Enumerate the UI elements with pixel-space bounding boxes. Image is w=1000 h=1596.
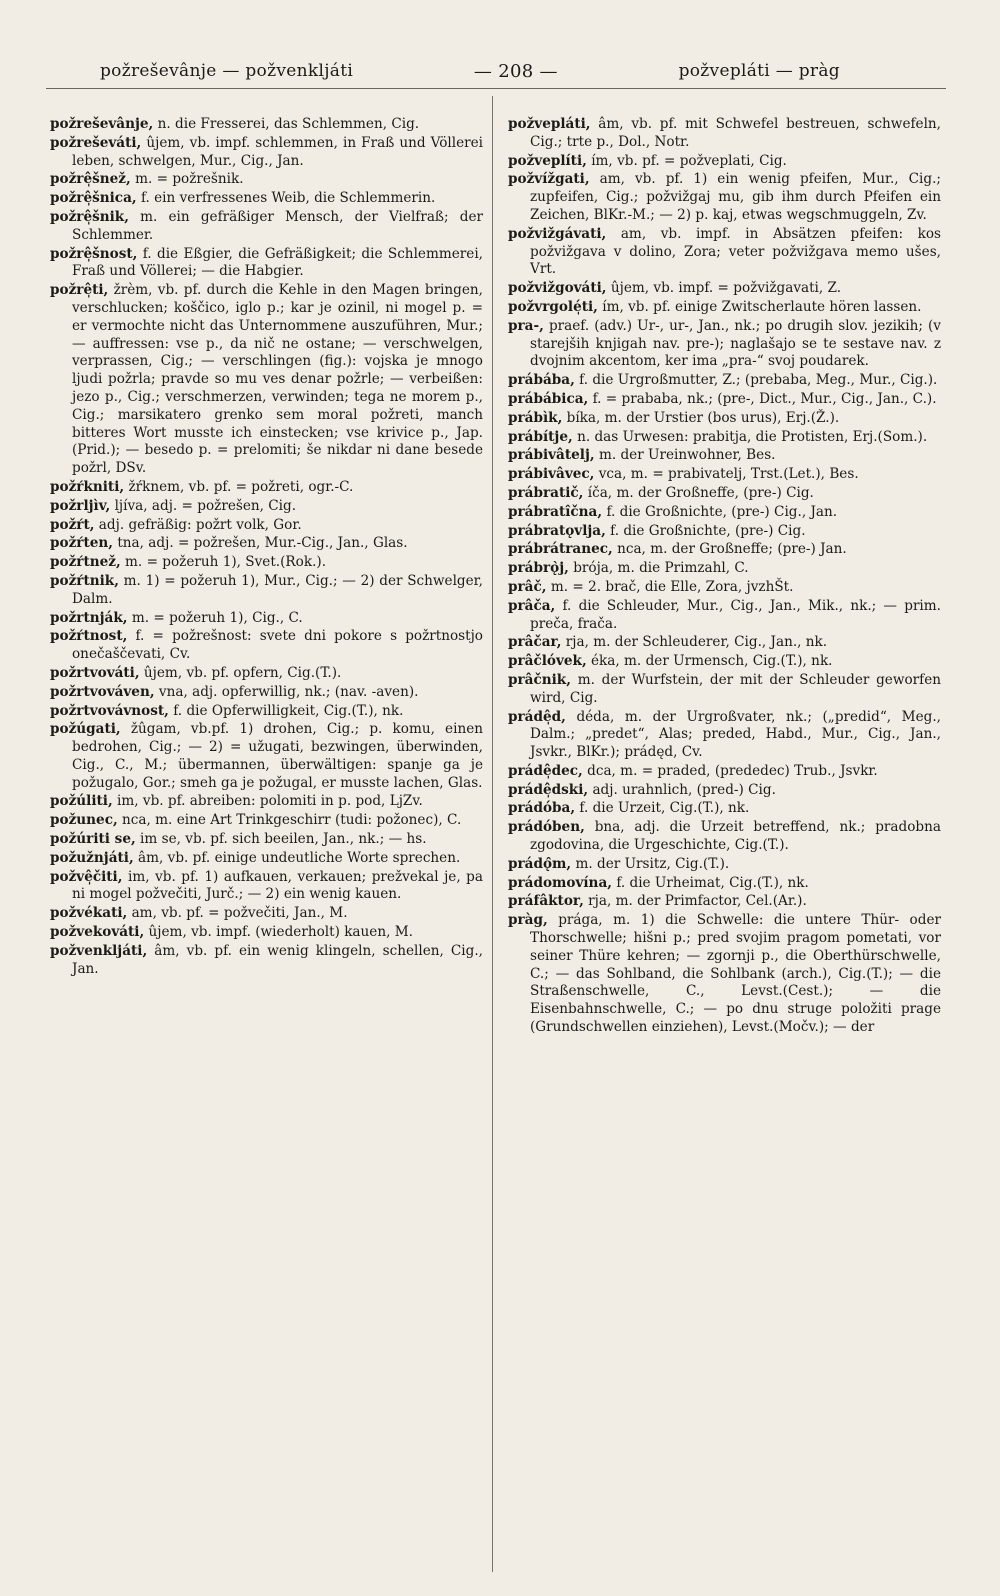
entry-definition: f. = požrešnost: svete dni pokore s požrtnostjo onečaščevati, Cv. xyxy=(72,628,483,663)
dictionary-entry xyxy=(50,793,483,811)
headword: požrešеvânje, xyxy=(50,116,154,132)
entry-definition: ûjem, vb. impf. schlemmen, in Fraß und Völlerei leben, schwelgen, Mur., Cig., Jan. xyxy=(72,134,484,169)
headword: prádê̩dec, xyxy=(508,762,583,779)
dictionary-entry xyxy=(50,665,483,683)
entry-definition: m. = požeruh 1), Svet.(Rok.). xyxy=(125,554,327,571)
headword: požrtvováti, xyxy=(50,664,140,681)
dictionary-entry xyxy=(508,504,941,522)
headword: prâčar, xyxy=(508,634,562,651)
headword: požŕtnež, xyxy=(50,554,121,571)
headword: požvekováti, xyxy=(50,924,145,941)
entry-definition: m. = 2. brač, die Elle, Zora, jvzhŠt. xyxy=(550,578,794,595)
headword: požúriti se, xyxy=(50,831,136,848)
headword: prábába, xyxy=(508,372,575,389)
headword: prábivâtelj, xyxy=(508,447,595,464)
dictionary-entry xyxy=(508,523,941,541)
dictionary-entry xyxy=(508,634,941,652)
entry-definition: f. ein verfressenes Weib, die Schlemmerin. xyxy=(140,190,436,207)
entry-definition: brója, m. die Primzahl, C. xyxy=(573,560,749,577)
dictionary-entry xyxy=(508,579,941,597)
headword: požveplíti, xyxy=(508,152,587,169)
dictionary-entry xyxy=(508,819,941,855)
entry-definition: am, vb. pf. = požvečiti, Jan., M. xyxy=(131,905,348,922)
entry-definition: ûjem, vb. impf. (wiederholt) kauen, M. xyxy=(148,924,413,941)
entry-definition: déda, m. der Urgroßvater, nk.; („predid“, Meg., Dalm.; „predet“, Alas; preded, Habd., Mur., Cig., Jan., Jsvkr., BlKr.); prádęd, Cv. xyxy=(530,708,941,761)
dictionary-entry xyxy=(508,280,941,298)
headword: požŕkniti, xyxy=(50,478,125,495)
headword: požúgati, xyxy=(50,721,121,738)
headword: prádê̩d, xyxy=(508,708,566,725)
entry-definition: f. die Urheimat, Cig.(T.), nk. xyxy=(616,874,809,891)
running-head-right: požvepláti — pràg xyxy=(678,61,840,81)
dictionary-entry xyxy=(50,282,483,478)
headword: prâča, xyxy=(508,597,556,614)
headword: požrešеváti, xyxy=(50,134,142,151)
entry-definition: f. die Urzeit, Cig.(T.), nk. xyxy=(579,800,750,817)
dictionary-entry xyxy=(508,800,941,818)
page-number: — 208 — xyxy=(473,60,558,82)
dictionary-entry xyxy=(50,171,483,189)
dictionary-entry xyxy=(50,943,483,979)
dictionary-entry xyxy=(508,485,941,503)
headword: prábítje, xyxy=(508,428,573,445)
dictionary-entry xyxy=(508,429,941,447)
headword: prábrátranec, xyxy=(508,541,613,558)
dictionary-entry xyxy=(508,171,941,224)
dictionary-entry xyxy=(508,226,941,279)
headword: požunec, xyxy=(50,812,118,829)
headword: pràg, xyxy=(508,912,548,929)
dictionary-entry xyxy=(508,893,941,911)
headword: prábratič, xyxy=(508,484,584,501)
column-divider xyxy=(492,96,493,1572)
headword: prádê̩dski, xyxy=(508,781,589,798)
entry-definition: m. ein gefräßiger Mensch, der Vielfraß; der Schlemmer. xyxy=(72,208,483,243)
headword: požvižgováti, xyxy=(508,280,607,297)
right-column xyxy=(508,116,941,1038)
headword: požrê̩šnost, xyxy=(50,245,138,262)
entry-definition: f. die Eßgier, die Gefräßigkeit; die Schlemmerei, Fraß und Völlerei; — die Habgier. xyxy=(72,245,483,280)
dictionary-entry xyxy=(50,869,483,905)
entry-definition: vna, adj. opferwillig, nk.; (nav. -aven). xyxy=(158,683,419,700)
entry-definition: am, vb. pf. 1) ein wenig pfeifen, Mur., Cig.; zupfeifen, Cig.; požvižgaj mu, gib ihm durch Pfeifen ein Zeichen, BlKr.-M.; — 2) p. kaj, etwas wegschmuggeln, Zv. xyxy=(530,171,941,223)
dictionary-entry xyxy=(508,116,941,152)
headword: požvepláti, xyxy=(508,116,591,132)
dictionary-entry xyxy=(50,628,483,664)
dictionary-entry xyxy=(508,560,941,578)
entry-definition: n. das Urwesen: prabitja, die Protisten, Erj.(Som.). xyxy=(577,428,928,445)
entry-definition: âm, vb. pf. mit Schwefel bestreuen, schwefeln, Cig.; trte p., Dol., Notr. xyxy=(530,116,941,150)
dictionary-entry xyxy=(508,466,941,484)
headword: požrê̩šnik, xyxy=(50,208,129,225)
entry-definition: adj. gefräßig: požrt volk, Gor. xyxy=(98,516,302,533)
dictionary-entry xyxy=(50,246,483,282)
entry-definition: f. die Großnichte, (pre-) Cig. xyxy=(610,522,806,539)
headword: požužnjáti, xyxy=(50,849,134,866)
dictionary-entry xyxy=(50,850,483,868)
entry-definition: ím, vb. pf. = požveplati, Cig. xyxy=(591,152,787,169)
entry-definition: žŕknem, vb. pf. = požreti, ogr.-C. xyxy=(128,478,354,495)
dictionary-entry xyxy=(50,610,483,628)
entry-definition: m. der Wurfstein, der mit der Schleuder geworfen wird, Cig. xyxy=(530,671,941,706)
entry-definition: am, vb. impf. in Absätzen pfeifen: kos požvižgava v dolino, Zora; veter požvižgava memo ušes, Vrt. xyxy=(530,225,941,278)
entry-definition: f. die Schleuder, Mur., Cig., Jan., Mik., nk.; — prim. preča, frača. xyxy=(530,597,941,632)
entry-definition: rja, m. der Primfactor, Cel.(Ar.). xyxy=(588,893,807,910)
dictionary-entry xyxy=(508,709,941,762)
entry-definition: m. der Ureinwohner, Bes. xyxy=(598,447,776,464)
entry-definition: ûjem, vb. pf. opfern, Cig.(T.). xyxy=(143,664,342,681)
dictionary-entry xyxy=(508,763,941,781)
dictionary-entry xyxy=(50,703,483,721)
entry-definition: žûgam, vb.pf. 1) drohen, Cig.; p. komu, einen bedrohen, Cig.; — 2) = užugati, bezwingen, überwinden, Cig., C., M.; übermannen, überwältigen: spanje ga je požugalo, Gor.; smeh ga je požugal, er musste lachen, Glas. xyxy=(72,721,483,791)
entry-definition: im, vb. pf. abreiben: polomiti in p. pod, LjZv. xyxy=(117,793,423,810)
headword: požvižgávati, xyxy=(508,225,607,242)
dictionary-entry xyxy=(508,672,941,708)
dictionary-entry xyxy=(508,372,941,390)
dictionary-entry xyxy=(508,598,941,634)
headword: požrtvováven, xyxy=(50,683,155,700)
headword: prádǫ̂m, xyxy=(508,855,572,872)
headword: požrê̩šnica, xyxy=(50,190,137,207)
headword: prâčnik, xyxy=(508,671,571,688)
headword: požvékati, xyxy=(50,905,128,922)
entry-definition: éka, m. der Urmensch, Cig.(T.), nk. xyxy=(591,653,833,670)
headword: požrê̩šnež, xyxy=(50,171,131,188)
dictionary-entry xyxy=(50,116,483,134)
headword: požŕtnost, xyxy=(50,628,128,645)
entry-definition: vca, m. = prabivatelj, Trst.(Let.), Bes. xyxy=(598,466,859,483)
headword: prábratǫvlja, xyxy=(508,522,606,539)
entry-definition: im se, vb. pf. sich beeilen, Jan., nk.; — hs. xyxy=(140,831,427,848)
dictionary-entry xyxy=(50,684,483,702)
entry-definition: prága, m. 1) die Schwelle: die untere Thür- oder Thorschwelle; hišni p.; pred svojim pragom pometati, vor seiner Thüre kehren; — zgornji p., die Oberthürschwelle, C.; — das Sohlband, die Sohlbank (arch.), Cig.(T.); — die Straßenschwelle, C., Levst.(Cest.); — die Eisenbahnschwelle, C.; — po dnu struge položiti prage (Grundschwellen einziehen), Levst.(Močv.); — der xyxy=(530,912,941,1036)
headword: pra-, xyxy=(508,317,544,334)
entry-definition: tna, adj. = požrešen, Mur.-Cig., Jan., Glas. xyxy=(117,535,408,552)
entry-definition: ím, vb. pf. einige Zwitscherlaute hören lassen. xyxy=(602,298,922,315)
headword: prádomovína, xyxy=(508,874,612,891)
header-rule xyxy=(46,88,946,89)
headword: prábìk, xyxy=(508,409,563,426)
entry-definition: žrèm, vb. pf. durch die Kehle in den Magen bringen, verschlucken; koščico, iglo p.; kar je ozinil, ni mogel p. = er vermochte nicht das Unternommene auszuführen, Mur.; — auffressen: vse p., da nič ne ostane; — verschwelgen, verprassen, Cig.; — verschlingen (fig.): vojska je mnogo ljudi požrla; pravde so mu ves denar požrle; — verbeißen: jezo p., Cig.; verschmerzen, verwinden; tega ne morem p., Cig.; marsikatero grenko sem moral požreti, manch bitteres Wort musste ich einstecken; vse krivice p., Jap.(Prid.); — besedo p. = prelomiti; še nikdar ni dane besede požrl, DSv. xyxy=(72,282,484,477)
headword: požrê̩ti, xyxy=(50,282,109,299)
dictionary-entry xyxy=(508,875,941,893)
headword: požŕt, xyxy=(50,516,95,533)
headword: prádóben, xyxy=(508,819,585,836)
entry-definition: m. 1) = požeruh 1), Mur., Cig.; — 2) der Schwelger, Dalm. xyxy=(72,572,483,607)
headword: požrtvovávnost, xyxy=(50,702,169,719)
dictionary-entry xyxy=(50,721,483,792)
dictionary-entry xyxy=(508,410,941,428)
entry-definition: âm, vb. pf. ein wenig klingeln, schellen, Cig., Jan. xyxy=(72,942,484,977)
dictionary-entry xyxy=(50,554,483,572)
entry-definition: m. der Ursitz, Cig.(T.). xyxy=(575,855,730,872)
headword: požvê̩čiti, xyxy=(50,868,123,885)
dictionary-entry xyxy=(508,782,941,800)
dictionary-entry xyxy=(508,856,941,874)
left-column xyxy=(50,116,483,979)
dictionary-entry xyxy=(50,905,483,923)
dictionary-entry xyxy=(50,535,483,553)
dictionary-entry xyxy=(50,831,483,849)
entry-definition: m. = požrešnik. xyxy=(135,171,244,188)
entry-definition: íča, m. der Großneffe, (pre-) Cig. xyxy=(587,484,814,501)
entry-definition: âm, vb. pf. einige undeutliche Worte sprechen. xyxy=(138,849,461,866)
entry-definition: n. die Fresserei, das Schlemmen, Cig. xyxy=(157,116,420,132)
headword: požúliti, xyxy=(50,793,113,810)
entry-definition: f. die Großnichte, (pre-) Cig., Jan. xyxy=(606,503,838,520)
dictionary-entry xyxy=(50,812,483,830)
entry-definition: nca, m. der Großneffe; (pre-) Jan. xyxy=(617,541,847,558)
entry-definition: rja, m. der Schleuderer, Cig., Jan., nk. xyxy=(565,634,828,651)
entry-definition: f. die Opferwilligkeit, Cig.(T.), nk. xyxy=(173,702,404,719)
dictionary-entry xyxy=(50,209,483,245)
dictionary-entry xyxy=(508,653,941,671)
headword: prâčlóvek, xyxy=(508,653,587,670)
dictionary-entry xyxy=(508,912,941,1037)
dictionary-entry xyxy=(508,318,941,371)
entry-definition: nca, m. eine Art Trinkgeschirr (tudi: požonec), C. xyxy=(122,812,462,829)
dictionary-entry xyxy=(50,479,483,497)
headword: prábivâvec, xyxy=(508,466,595,483)
entry-definition: f. die Urgroßmutter, Z.; (prebaba, Meg., Mur., Cig.). xyxy=(579,372,938,389)
running-head-left: požrešеvânje — požvenkljáti xyxy=(100,61,354,81)
dictionary-entry xyxy=(50,517,483,535)
headword: požvrgolé̩ti, xyxy=(508,298,598,315)
dictionary-entry xyxy=(508,447,941,465)
dictionary-entry xyxy=(50,135,483,171)
headword: požŕten, xyxy=(50,535,113,552)
entry-definition: f. = prababa, nk.; (pre-, Dict., Mur., Cig., Jan., C.). xyxy=(592,390,937,407)
entry-definition: bíka, m. der Urstier (bos urus), Erj.(Ž.). xyxy=(566,409,840,426)
entry-definition: im, vb. pf. 1) aufkauen, verkauen; prežvekal je, pa ni mogel požvečiti, Jurč.; — 2) ein wenig kauen. xyxy=(72,868,483,903)
dictionary-entry xyxy=(508,391,941,409)
headword: prábratîčna, xyxy=(508,503,603,520)
headword: prádóba, xyxy=(508,800,576,817)
entry-definition: dca, m. = praded, (prededec) Trub., Jsvkr. xyxy=(587,762,878,779)
entry-definition: ûjem, vb. impf. = požvižgavati, Z. xyxy=(610,280,842,297)
headword: požŕtnik, xyxy=(50,572,119,589)
entry-definition: bna, adj. die Urzeit betreffend, nk.; pradobna zgodovina, die Urgeschichte, Cig.(T.). xyxy=(530,819,941,854)
dictionary-entry xyxy=(508,153,941,171)
entry-definition: praef. (adv.) Ur-, ur-, Jan., nk.; po drugih slov. jezikih; (v starejših knjigah nav. pre-); naglašajo se te sestave nav. z dvojnim akcentom, ker ima „pra-“ svoj poudarek. xyxy=(530,317,941,370)
headword: požrtnják, xyxy=(50,609,128,626)
dictionary-entry xyxy=(508,541,941,559)
dictionary-entry xyxy=(50,190,483,208)
headword: požvížgati, xyxy=(508,171,590,188)
dictionary-entry xyxy=(50,498,483,516)
headword: požvenkljáti, xyxy=(50,942,148,959)
headword: prábrǫ̀j, xyxy=(508,560,569,577)
dictionary-entry xyxy=(50,924,483,942)
entry-definition: ljíva, adj. = požrešen, Cig. xyxy=(114,497,297,514)
entry-definition: adj. urahnlich, (pred-) Cig. xyxy=(592,781,776,798)
dictionary-entry xyxy=(50,573,483,609)
headword: práfâktor, xyxy=(508,893,584,910)
entry-definition: m. = požeruh 1), Cig., C. xyxy=(131,609,303,626)
dictionary-entry xyxy=(508,299,941,317)
headword: prâč, xyxy=(508,578,547,595)
headword: prábábica, xyxy=(508,390,589,407)
page-header xyxy=(100,54,840,88)
headword: požrljìv, xyxy=(50,497,111,514)
